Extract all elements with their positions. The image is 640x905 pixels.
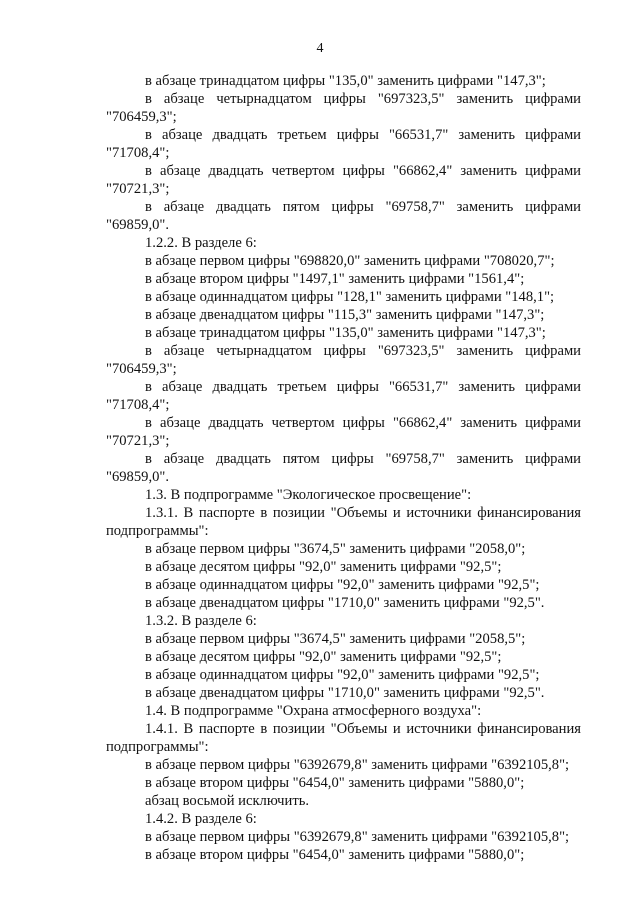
paragraph: в абзаце двадцать третьем цифры "66531,7" заменить цифрами "71708,4"; [106, 127, 581, 161]
paragraph: в абзаце десятом цифры "92,0" заменить цифрами "92,5"; [145, 559, 502, 575]
paragraph: в абзаце первом цифры "3674,5" заменить цифрами "2058,0"; [145, 541, 526, 557]
paragraph: в абзаце четырнадцатом цифры "697323,5" заменить цифрами "706459,3"; [106, 343, 581, 377]
paragraph: в абзаце втором цифры "6454,0" заменить цифрами "5880,0"; [145, 775, 525, 791]
paragraph: в абзаце двадцать третьем цифры "66531,7" заменить цифрами "71708,4"; [106, 379, 581, 413]
section-heading: 1.3. В подпрограмме "Экологическое просвещение": [145, 487, 472, 503]
section-heading: 1.4.2. В разделе 6: [145, 811, 257, 827]
paragraph: в абзаце двадцать пятом цифры "69758,7" заменить цифрами "69859,0". [106, 199, 581, 233]
paragraph: в абзаце одиннадцатом цифры "92,0" заменить цифрами "92,5"; [145, 667, 540, 683]
paragraph: в абзаце двадцать пятом цифры "69758,7" заменить цифрами "69859,0". [106, 451, 581, 485]
section-heading: 1.2.2. В разделе 6: [145, 235, 257, 251]
paragraph: в абзаце первом цифры "698820,0" заменить цифрами "708020,7"; [145, 253, 555, 269]
paragraph: в абзаце тринадцатом цифры "135,0" заменить цифрами "147,3"; [145, 325, 546, 341]
paragraph: в абзаце первом цифры "3674,5" заменить цифрами "2058,5"; [145, 631, 526, 647]
paragraph: в абзаце втором цифры "1497,1" заменить цифрами "1561,4"; [145, 271, 525, 287]
paragraph: в абзаце одиннадцатом цифры "128,1" заменить цифрами "148,1"; [145, 289, 555, 305]
section-heading: 1.4. В подпрограмме "Охрана атмосферного воздуха": [145, 703, 482, 719]
paragraph: в абзаце двенадцатом цифры "1710,0" заменить цифрами "92,5". [145, 685, 545, 701]
section-heading: 1.3.2. В разделе 6: [145, 613, 257, 629]
paragraph: в абзаце двенадцатом цифры "115,3" заменить цифрами "147,3"; [145, 307, 545, 323]
paragraph: в абзаце десятом цифры "92,0" заменить цифрами "92,5"; [145, 649, 502, 665]
section-heading: 1.4.1. В паспорте в позиции "Объемы и источники финансирования подпрограммы": [106, 721, 581, 755]
paragraph: в абзаце двадцать четвертом цифры "66862,4" заменить цифрами "70721,3"; [106, 415, 581, 449]
paragraph: в абзаце первом цифры "6392679,8" заменить цифрами "6392105,8"; [145, 757, 570, 773]
page-number: 4 [316, 41, 324, 56]
paragraph: в абзаце одиннадцатом цифры "92,0" заменить цифрами "92,5"; [145, 577, 540, 593]
section-heading: 1.3.1. В паспорте в позиции "Объемы и источники финансирования подпрограммы": [106, 505, 581, 539]
paragraph: в абзаце первом цифры "6392679,8" заменить цифрами "6392105,8"; [145, 829, 570, 845]
paragraph: абзац восьмой исключить. [145, 793, 310, 809]
paragraph: в абзаце тринадцатом цифры "135,0" заменить цифрами "147,3"; [145, 73, 546, 89]
paragraph: в абзаце двадцать четвертом цифры "66862,4" заменить цифрами "70721,3"; [106, 163, 581, 197]
paragraph: в абзаце двенадцатом цифры "1710,0" заменить цифрами "92,5". [145, 595, 545, 611]
paragraph: в абзаце четырнадцатом цифры "697323,5" заменить цифрами "706459,3"; [106, 91, 581, 125]
paragraph: в абзаце втором цифры "6454,0" заменить цифрами "5880,0"; [145, 847, 525, 863]
document-body [106, 72, 581, 864]
